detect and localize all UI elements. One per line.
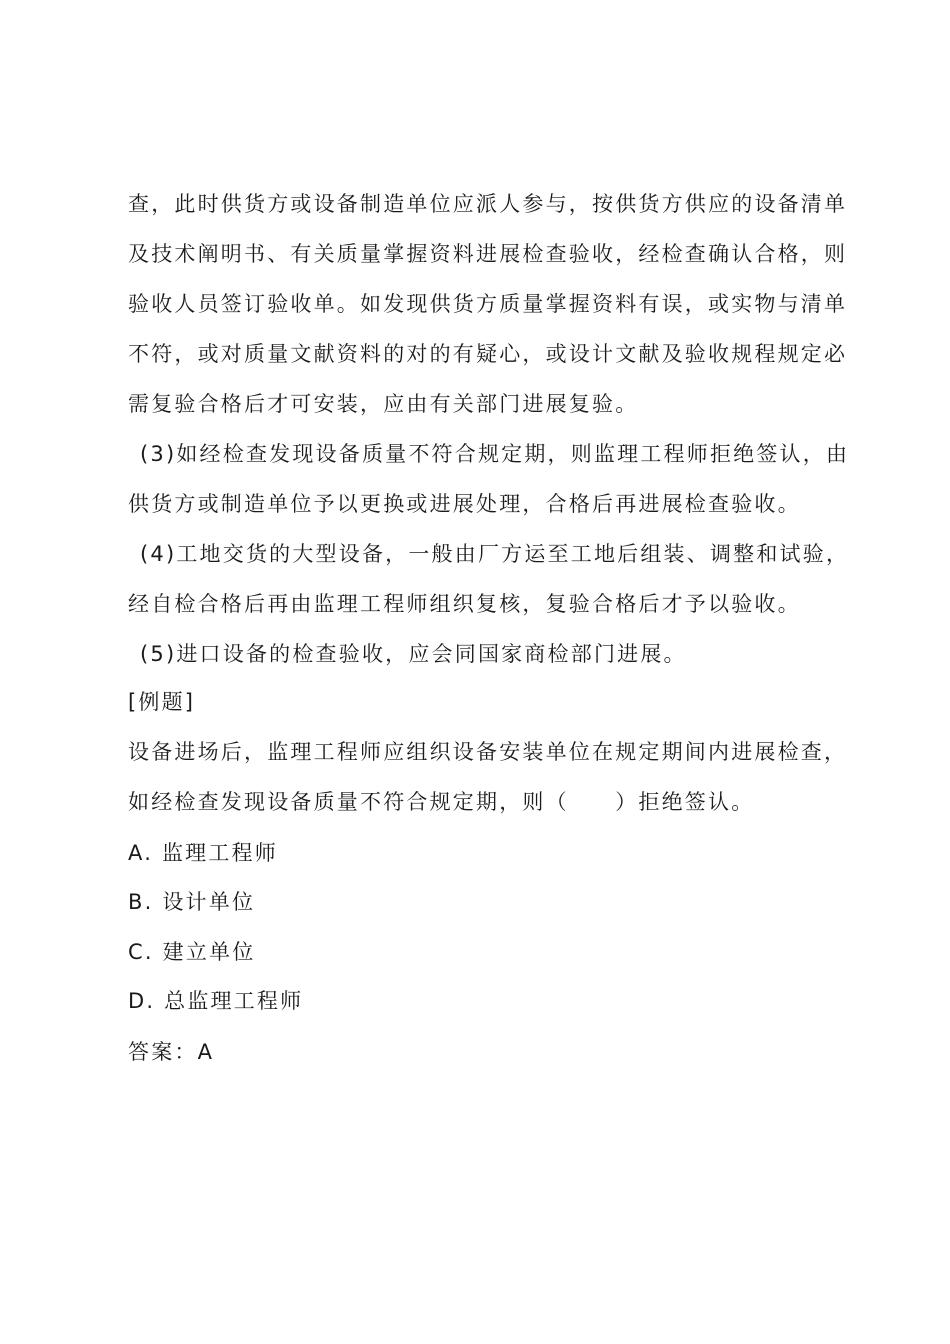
item-4-line: (4)工地交货的大型设备，一般由厂方运至工地后组装、调整和试验， [140, 542, 850, 566]
item-3-line: 供货方或制造单位予以更换或进展处理，合格后再进展检查验收。 [128, 492, 801, 516]
item-5-line: (5)进口设备的检查验收，应会同国家商检部门进展。 [140, 642, 687, 666]
example-label: [例题] [128, 690, 196, 714]
paragraph-line: 不符，或对质量文献资料的对的有疑心，或设计文献及验收规程规定必 [128, 342, 848, 366]
item-3-line: (3)如经检查发现设备质量不符合规定期，则监理工程师拒绝签认，由 [140, 442, 850, 466]
option-b: B. 设计单位 [128, 890, 256, 914]
question-line: 如经检查发现设备质量不符合规定期，则（ ）拒绝签认。 [128, 790, 755, 814]
option-d: D. 总监理工程师 [128, 989, 304, 1013]
option-c: C. 建立单位 [128, 940, 256, 964]
paragraph-line: 查，此时供货方或设备制造单位应派人参与，按供货方供应的设备清单 [128, 192, 848, 216]
paragraph-line: 需复验合格后才可安装，应由有关部门进展复验。 [128, 392, 639, 416]
option-a: A. 监理工程师 [128, 841, 278, 865]
paragraph-line: 及技术阐明书、有关质量掌握资料进展检查验收，经检查确认合格，则 [128, 242, 848, 266]
item-4-line: 经自检合格后再由监理工程师组织复核，复验合格后才予以验收。 [128, 592, 801, 616]
paragraph-line: 验收人员签订验收单。如发现供货方质量掌握资料有误，或实物与清单 [128, 292, 848, 316]
question-line: 设备进场后，监理工程师应组织设备安装单位在规定期间内进展检查， [128, 740, 848, 764]
answer-line: 答案：A [128, 1040, 215, 1064]
